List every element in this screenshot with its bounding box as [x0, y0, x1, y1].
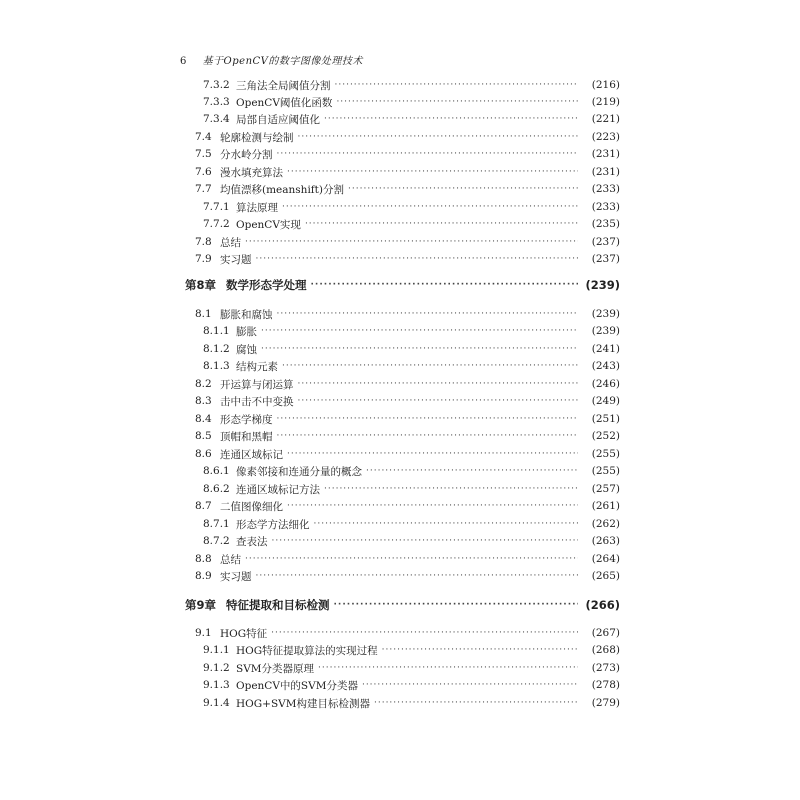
toc-page: (278)	[591, 679, 620, 691]
dot-leader	[324, 114, 578, 124]
toc-title: SVM分类器原理	[236, 662, 315, 675]
toc-title: 结构元素	[236, 360, 278, 373]
toc-entry	[203, 533, 620, 549]
dot-leader	[277, 431, 579, 441]
toc-page: (223)	[591, 131, 620, 143]
toc-entry	[195, 411, 620, 427]
dot-leader	[334, 600, 578, 610]
toc-entry	[203, 358, 620, 374]
toc-page: (246)	[591, 378, 620, 390]
toc-page: (279)	[591, 697, 620, 709]
book-title: 基于OpenCV的数字图像处理技术	[202, 56, 363, 67]
dot-leader	[245, 554, 578, 564]
toc-number: 8.7	[195, 500, 212, 512]
toc-number: 8.6	[195, 448, 212, 460]
toc-page: (243)	[591, 360, 620, 372]
toc-page: (231)	[591, 166, 620, 178]
dot-leader	[336, 97, 578, 107]
toc-number: 8.7.2	[203, 535, 230, 547]
toc-title: HOG+SVM构建目标检测器	[236, 697, 370, 710]
toc-page: (252)	[591, 430, 620, 442]
dot-leader	[305, 219, 578, 229]
toc-entry	[195, 129, 620, 145]
toc-entry	[195, 428, 620, 444]
toc-entry	[203, 216, 620, 232]
dot-leader	[298, 379, 579, 389]
toc-title: 总结	[220, 236, 241, 249]
toc-entry	[203, 341, 620, 357]
dot-leader	[287, 167, 578, 177]
toc-title: 实习题	[220, 253, 252, 266]
dot-leader	[277, 414, 579, 424]
toc-entry	[195, 376, 620, 392]
toc-title: 局部自适应阈值化	[236, 113, 320, 126]
toc-page: (235)	[591, 218, 620, 230]
dot-leader	[335, 80, 579, 90]
toc-number: 8.1.1	[203, 325, 230, 337]
dot-leader	[261, 344, 578, 354]
dot-leader	[256, 571, 579, 581]
toc-title: 总结	[220, 553, 241, 566]
toc-entry	[195, 234, 620, 250]
toc-title: OpenCV阈值化函数	[236, 96, 333, 109]
toc-page: (237)	[591, 236, 620, 248]
dot-leader	[298, 132, 579, 142]
dot-leader	[282, 202, 578, 212]
toc-page: (239)	[591, 308, 620, 320]
toc-number: 8.1	[195, 308, 212, 320]
toc-number: 7.8	[195, 236, 212, 248]
toc-page: (241)	[591, 343, 620, 355]
toc-entry	[203, 77, 620, 93]
dot-leader	[311, 280, 578, 290]
toc-number: 第9章	[185, 598, 217, 612]
toc-entry	[203, 463, 620, 479]
toc-page: (255)	[591, 448, 620, 460]
toc-title: 实习题	[220, 570, 252, 583]
dot-leader	[382, 645, 578, 655]
toc-chapter-entry	[185, 277, 620, 293]
toc-entry	[203, 516, 620, 532]
toc-number: 8.3	[195, 395, 212, 407]
toc-entry	[195, 625, 620, 641]
toc-number: 7.7	[195, 183, 212, 195]
toc-number: 8.1.3	[203, 360, 230, 372]
toc-number: 8.2	[195, 378, 212, 390]
toc-entry	[195, 446, 620, 462]
toc-number: 7.3.3	[203, 96, 230, 108]
toc-title: 膨胀	[236, 325, 257, 338]
toc-number: 9.1.1	[203, 644, 230, 656]
dot-leader	[374, 698, 578, 708]
toc-number: 8.6.1	[203, 465, 230, 477]
toc-page: (239)	[591, 325, 620, 337]
toc-number: 8.1.2	[203, 343, 230, 355]
toc-number: 8.6.2	[203, 483, 230, 495]
toc-number: 8.7.1	[203, 518, 230, 530]
toc-title: 连通区域标记	[220, 448, 283, 461]
toc-number: 7.7.2	[203, 218, 230, 230]
toc-number: 8.4	[195, 413, 212, 425]
toc-title: HOG特征	[220, 627, 268, 640]
toc-page: (221)	[591, 113, 620, 125]
toc-page: (264)	[591, 553, 620, 565]
toc-entry	[195, 146, 620, 162]
toc-title: 均值漂移(meanshift)分割	[220, 183, 345, 196]
toc-entry	[203, 111, 620, 127]
toc-title: HOG特征提取算法的实现过程	[236, 644, 378, 657]
toc-entry	[195, 568, 620, 584]
dot-leader	[245, 237, 578, 247]
toc-number: 8.8	[195, 553, 212, 565]
toc-page: (261)	[591, 500, 620, 512]
toc-page: (231)	[591, 148, 620, 160]
toc-title: 膨胀和腐蚀	[220, 308, 273, 321]
page-number: 6	[180, 56, 187, 67]
toc-page: (219)	[591, 96, 620, 108]
toc-page: (273)	[591, 662, 620, 674]
dot-leader	[271, 628, 578, 638]
toc-title: OpenCV实现	[236, 218, 301, 231]
toc-title: 顶帽和黑帽	[220, 430, 273, 443]
toc-title: 分水岭分割	[220, 148, 273, 161]
toc-number: 9.1.3	[203, 679, 230, 691]
dot-leader	[277, 309, 579, 319]
toc-title: 轮廓检测与绘制	[220, 131, 294, 144]
toc-page: (237)	[591, 253, 620, 265]
toc-page: (255)	[591, 465, 620, 477]
dot-leader	[298, 396, 579, 406]
toc-page: (239)	[585, 278, 620, 292]
dot-leader	[362, 680, 578, 690]
toc-entry	[203, 660, 620, 676]
toc-page: (267)	[591, 627, 620, 639]
toc-page: (265)	[591, 570, 620, 582]
toc-title: 查表法	[236, 535, 268, 548]
toc-page: (233)	[591, 183, 620, 195]
toc-title: 二值图像细化	[220, 500, 283, 513]
toc-number: 9.1.4	[203, 697, 230, 709]
toc-entry	[195, 164, 620, 180]
dot-leader	[272, 536, 579, 546]
toc-entry	[203, 695, 620, 711]
toc-entry	[195, 306, 620, 322]
toc-entry	[195, 251, 620, 267]
dot-leader	[314, 519, 579, 529]
toc-number: 第8章	[185, 278, 217, 292]
toc-page: (216)	[591, 79, 620, 91]
toc-title: 算法原理	[236, 201, 278, 214]
toc-title: 击中击不中变换	[220, 395, 294, 408]
toc-number: 8.9	[195, 570, 212, 582]
toc-title: 腐蚀	[236, 343, 257, 356]
toc-title: 像素邻接和连通分量的概念	[236, 465, 362, 478]
toc-chapter-entry	[185, 597, 620, 613]
dot-leader	[287, 449, 578, 459]
dot-leader	[324, 484, 578, 494]
toc-entry	[203, 481, 620, 497]
toc-number: 7.3.2	[203, 79, 230, 91]
toc-entry	[195, 181, 620, 197]
toc-page: (266)	[585, 598, 620, 612]
toc-title: OpenCV中的SVM分类器	[236, 679, 358, 692]
toc-number: 7.4	[195, 131, 212, 143]
toc-title: 形态学梯度	[220, 413, 273, 426]
toc-number: 9.1	[195, 627, 212, 639]
toc-entry	[195, 393, 620, 409]
dot-leader	[318, 663, 578, 673]
toc-number: 7.9	[195, 253, 212, 265]
dot-leader	[277, 149, 579, 159]
toc-title: 形态学方法细化	[236, 518, 310, 531]
toc-title: 三角法全局阈值分割	[236, 79, 331, 92]
toc-number: 7.5	[195, 148, 212, 160]
toc-page: (263)	[591, 535, 620, 547]
toc-title: 漫水填充算法	[220, 166, 283, 179]
dot-leader	[348, 184, 578, 194]
dot-leader	[261, 326, 578, 336]
toc-page: (251)	[591, 413, 620, 425]
dot-leader	[366, 466, 578, 476]
toc-page: (257)	[591, 483, 620, 495]
dot-leader	[256, 254, 579, 264]
toc-number: 7.3.4	[203, 113, 230, 125]
toc-number: 7.7.1	[203, 201, 230, 213]
toc-entry	[195, 498, 620, 514]
toc-title: 特征提取和目标检测	[226, 598, 330, 612]
toc-entry	[203, 94, 620, 110]
dot-leader	[282, 361, 578, 371]
toc-entry	[203, 323, 620, 339]
dot-leader	[287, 501, 578, 511]
toc-title: 数学形态学处理	[226, 278, 307, 292]
toc-number: 9.1.2	[203, 662, 230, 674]
toc-entry	[203, 642, 620, 658]
toc-page: (233)	[591, 201, 620, 213]
toc-page: (262)	[591, 518, 620, 530]
toc-entry	[195, 551, 620, 567]
toc-title: 连通区域标记方法	[236, 483, 320, 496]
toc-number: 7.6	[195, 166, 212, 178]
toc-entry	[203, 199, 620, 215]
toc-page: (268)	[591, 644, 620, 656]
toc-entry	[203, 677, 620, 693]
toc-page: (249)	[591, 395, 620, 407]
toc-number: 8.5	[195, 430, 212, 442]
toc-title: 开运算与闭运算	[220, 378, 294, 391]
